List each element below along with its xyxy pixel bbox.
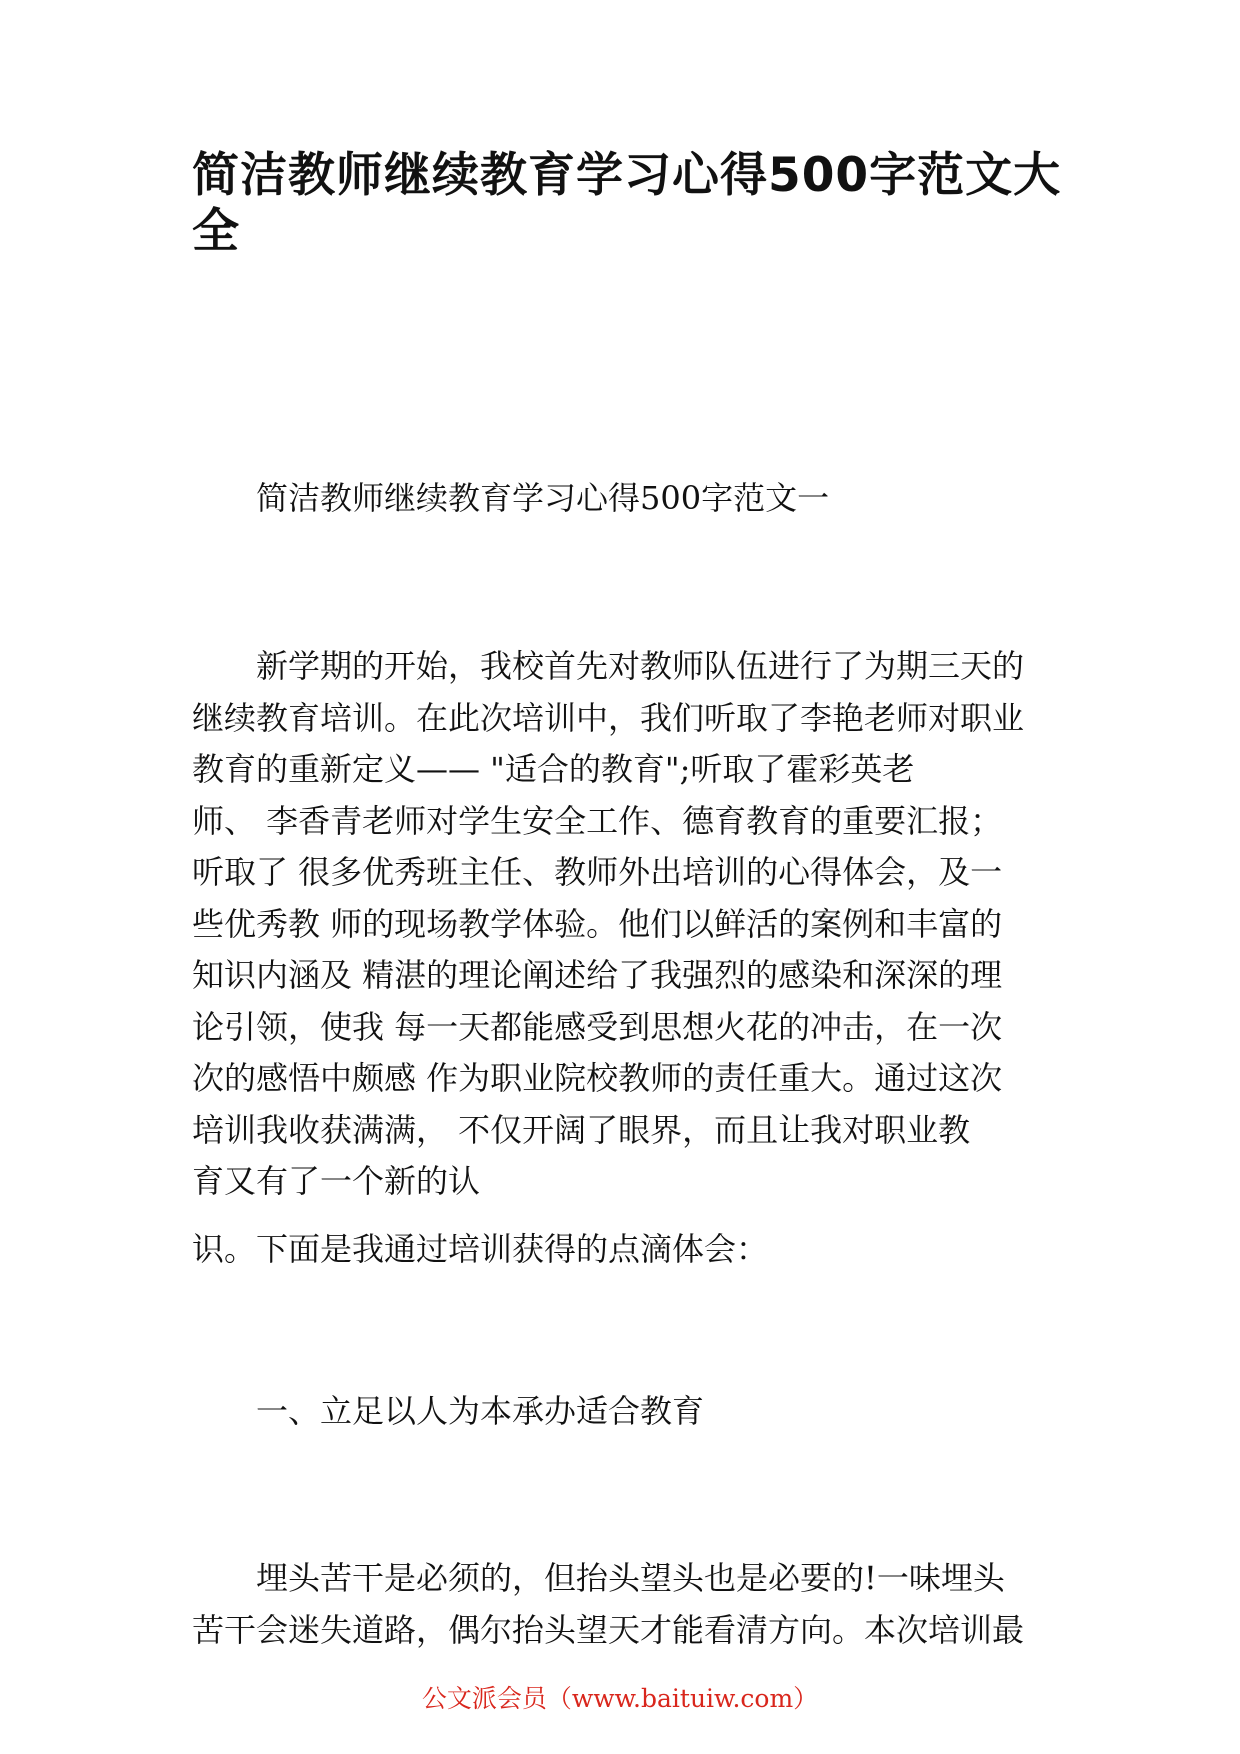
section-heading: 一、立足以人为本承办适合教育: [256, 1392, 705, 1430]
paragraph-line: 培训我收获满满， 不仅开阔了眼界，而且让我对职业教: [192, 1110, 971, 1149]
paragraph-line: 苦干会迷失道路，偶尔抬头望天才能看清方向。本次培训最: [192, 1610, 1025, 1649]
paragraph-line: 埋头苦干是必须的，但抬头望头也是必要的!一味埋头: [256, 1559, 1005, 1597]
paragraph-line: 教育的重新定义—— "适合的教育";听取了霍彩英老: [192, 750, 915, 788]
paragraph-line: 听取了 很多优秀班主任、教师外出培训的心得体会，及一: [192, 853, 1003, 891]
footer-link-text[interactable]: 公文派会员（www.baituiw.com）: [421, 1684, 819, 1713]
paragraph-line: 论引领，使我 每一天都能感受到思想火花的冲击，在一次: [192, 1007, 1003, 1046]
paragraph-line: 知识内涵及 精湛的理论阐述给了我强烈的感染和深深的理: [192, 956, 1003, 994]
body-paragraph-1: [192, 641, 1062, 1208]
paragraph-line: 些优秀教 师的现场教学体验。他们以鲜活的案例和丰富的: [192, 904, 1003, 943]
paragraph-line: 继续教育培训。在此次培训中，我们听取了李艳老师对职业: [192, 698, 1025, 737]
paragraph-line: 次的感悟中颇感 作为职业院校教师的责任重大。通过这次: [192, 1059, 1003, 1097]
paragraph-line: 育又有了一个新的认: [192, 1162, 481, 1200]
paragraph-line: 师、 李香青老师对学生安全工作、德育教育的重要汇报；: [192, 801, 1003, 840]
paragraph-line: 新学期的开始，我校首先对教师队伍进行了为期三天的: [256, 647, 1025, 685]
article-subtitle: 简洁教师继续教育学习心得500字范文一: [256, 479, 830, 517]
paragraph-1-tail: 识。下面是我通过培训获得的点滴体会：: [192, 1230, 769, 1268]
body-paragraph-2: [192, 1553, 1062, 1656]
document-title: 简洁教师继续教育学习心得500字范文大全: [192, 148, 1062, 259]
footer-watermark: [0, 1683, 1240, 1715]
